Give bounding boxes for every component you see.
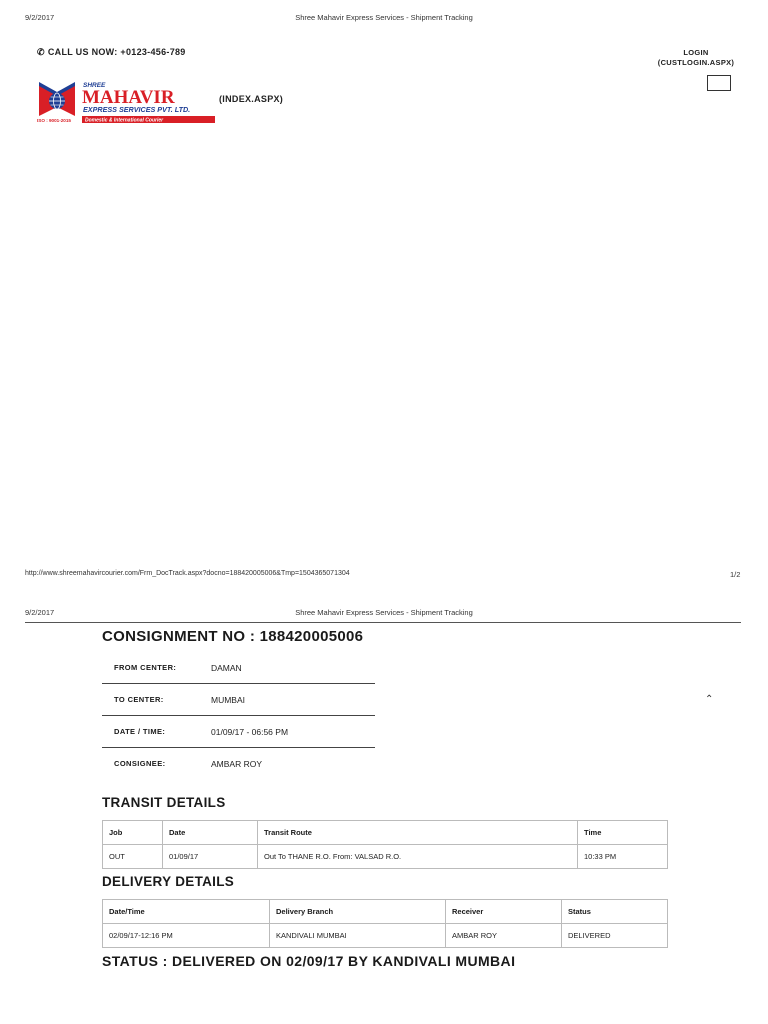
phone-icon: ✆ bbox=[37, 47, 45, 57]
scroll-to-top-icon[interactable]: ⌃ bbox=[705, 694, 714, 705]
table-header-cell: Date bbox=[163, 821, 258, 845]
info-value: DAMAN bbox=[211, 652, 375, 684]
home-link[interactable]: (INDEX.ASPX) bbox=[219, 94, 284, 104]
delivery-details-title: DELIVERY DETAILS bbox=[102, 874, 235, 889]
table-header-cell: Transit Route bbox=[258, 821, 578, 845]
mahavir-logo[interactable] bbox=[37, 80, 217, 125]
info-value: AMBAR ROY bbox=[211, 758, 263, 769]
login-link[interactable] bbox=[650, 48, 742, 68]
delivery-status-line: STATUS : DELIVERED ON 02/09/17 BY KANDIVALI MUMBAI bbox=[102, 953, 516, 969]
table-header-cell: Date/Time bbox=[103, 900, 270, 924]
table-cell: 02/09/17-12:16 PM bbox=[103, 924, 270, 948]
svg-text:MAHAVIR: MAHAVIR bbox=[82, 87, 175, 108]
table-cell: DELIVERED bbox=[562, 924, 668, 948]
info-label: DATE / TIME: bbox=[102, 716, 211, 748]
info-row-consignee bbox=[102, 748, 375, 780]
table-cell: Out To THANE R.O. From: VALSAD R.O. bbox=[258, 845, 578, 869]
login-label: LOGIN bbox=[683, 48, 709, 57]
consignment-title: CONSIGNMENT NO : 188420005006 bbox=[102, 628, 364, 645]
table-header-cell: Receiver bbox=[446, 900, 562, 924]
call-us-link[interactable] bbox=[37, 47, 186, 58]
svg-text:SHREE: SHREE bbox=[83, 82, 106, 89]
print-footer-page: 1/2 bbox=[730, 570, 741, 579]
divider bbox=[25, 622, 741, 623]
info-row-to-center bbox=[102, 684, 375, 716]
delivery-table bbox=[102, 899, 668, 948]
menu-toggle-button[interactable] bbox=[707, 75, 731, 91]
svg-text:Domestic & International Couri: Domestic & International Courier bbox=[85, 117, 164, 124]
table-row bbox=[103, 845, 668, 869]
print-header-date: 9/2/2017 bbox=[25, 13, 55, 22]
table-cell: AMBAR ROY bbox=[446, 924, 562, 948]
print-footer-url: http://www.shreemahavircourier.com/Frm_DocTrack.aspx?docno=188420005006&Tmp=1504365071304 bbox=[25, 570, 350, 577]
logo-emblem-icon bbox=[39, 82, 75, 116]
info-value: 01/09/17 - 06:56 PM bbox=[211, 716, 375, 748]
table-cell: KANDIVALI MUMBAI bbox=[270, 924, 446, 948]
call-us-label: CALL US NOW: +0123-456-789 bbox=[47, 47, 186, 57]
info-value: MUMBAI bbox=[211, 684, 375, 716]
svg-text:ISO : 9001-2015: ISO : 9001-2015 bbox=[37, 118, 71, 123]
table-header-row bbox=[103, 900, 668, 924]
table-cell: OUT bbox=[103, 845, 163, 869]
table-header-cell: Status bbox=[562, 900, 668, 924]
table-header-row bbox=[103, 821, 668, 845]
transit-table bbox=[102, 820, 668, 869]
transit-details-title: TRANSIT DETAILS bbox=[102, 795, 226, 810]
table-header-cell: Time bbox=[578, 821, 668, 845]
info-label: FROM CENTER: bbox=[102, 652, 211, 684]
table-row bbox=[103, 924, 668, 948]
print-header-date-2: 9/2/2017 bbox=[25, 608, 55, 617]
info-label: CONSIGNEE: bbox=[114, 759, 166, 768]
info-label: TO CENTER: bbox=[102, 684, 211, 716]
svg-text:EXPRESS SERVICES PVT. LTD.: EXPRESS SERVICES PVT. LTD. bbox=[83, 105, 191, 114]
info-row-from-center bbox=[102, 652, 375, 684]
info-row-date-time bbox=[102, 716, 375, 748]
table-header-cell: Delivery Branch bbox=[270, 900, 446, 924]
table-header-cell: Job bbox=[103, 821, 163, 845]
table-cell: 01/09/17 bbox=[163, 845, 258, 869]
login-url-label: (CUSTLOGIN.ASPX) bbox=[657, 58, 735, 67]
print-header-title: Shree Mahavir Express Services - Shipment Tracking bbox=[295, 13, 473, 22]
table-cell: 10:33 PM bbox=[578, 845, 668, 869]
consignment-info-table bbox=[102, 652, 375, 779]
print-header-title-2: Shree Mahavir Express Services - Shipment Tracking bbox=[295, 608, 473, 617]
